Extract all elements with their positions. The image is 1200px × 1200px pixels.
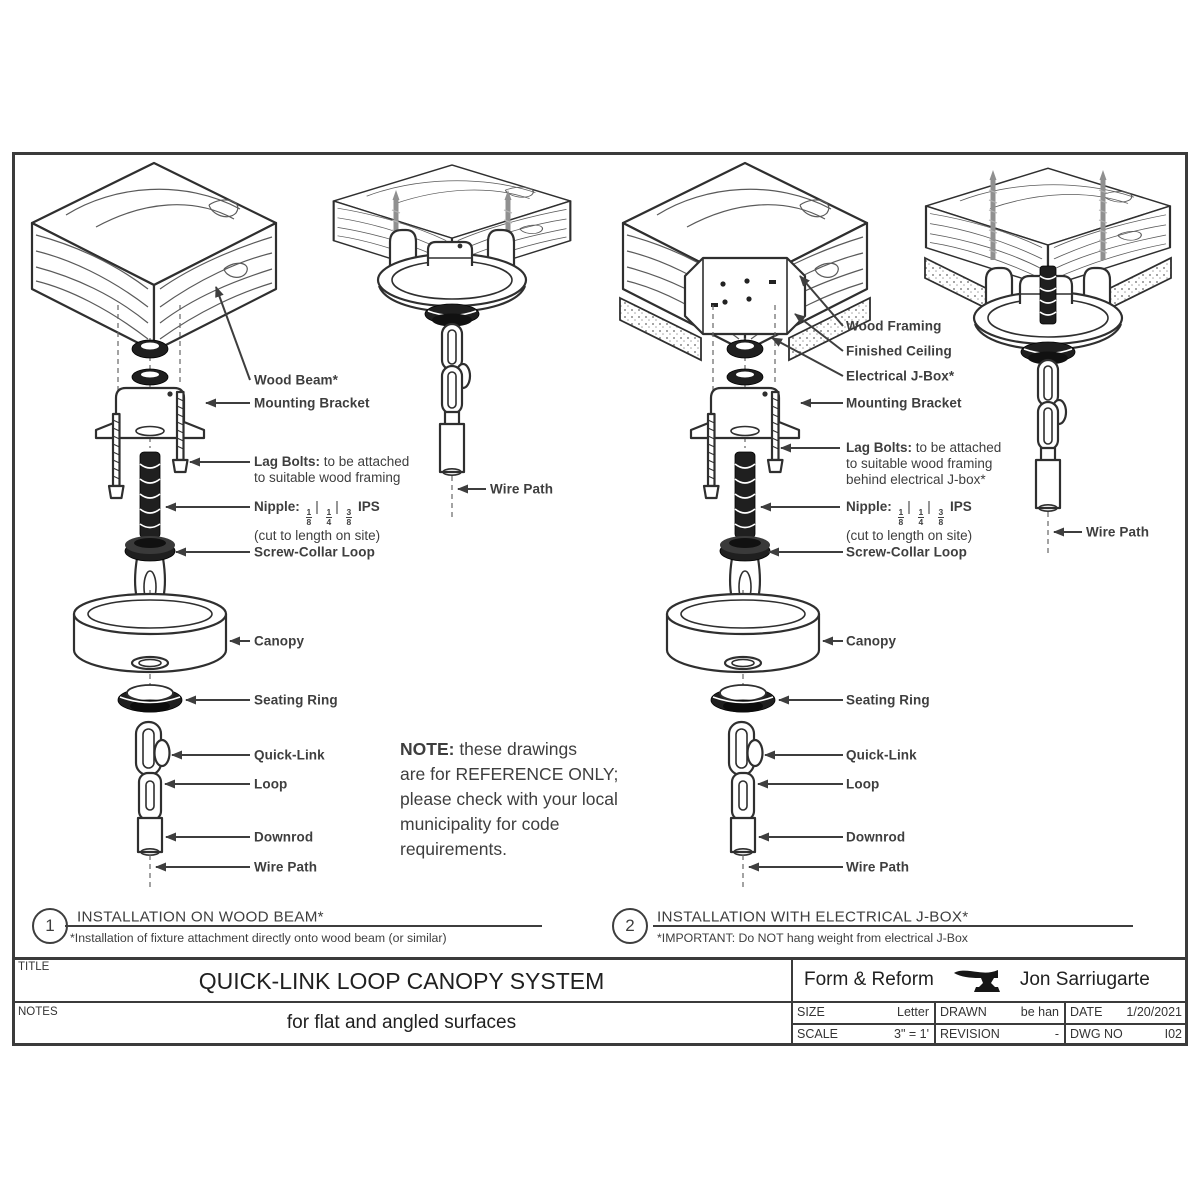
section-2-number: 2 [612, 908, 648, 944]
label-wire-path-left: Wire Path [254, 859, 318, 875]
label-nipple-left: Nipple: $\frac{1}{8}$ | $\frac{1}{4}$ | $\frac{3}{8}$ IPS (cut to length on site) [254, 499, 381, 543]
label-canopy-right: Canopy [846, 633, 897, 649]
label-canopy-left: Canopy [254, 633, 305, 649]
label-nipple-right: Nipple: $\frac{1}{8}$ | $\frac{1}{4}$ | $\frac{3}{8}$ IPS (cut to length on site) [846, 499, 973, 543]
label-screw-collar-loop-left: Screw-Collar Loop [254, 544, 375, 560]
fraction-1-8: $\frac{1}{8}$ [306, 507, 312, 528]
scale-cell [797, 1025, 929, 1043]
dwg-no-label: DWG NO [1070, 1027, 1123, 1041]
label-finished-ceiling: Finished Ceiling [846, 343, 952, 359]
label-loop-right: Loop [846, 776, 880, 792]
drawn-cell [940, 1003, 1059, 1021]
label-mounting-bracket-left: Mounting Bracket [254, 395, 370, 411]
revision-cell [940, 1025, 1059, 1043]
dwg-no-cell [1070, 1025, 1182, 1043]
scale-value: 3" = 1' [894, 1027, 929, 1041]
title-block-vertical-divider [791, 957, 793, 1043]
fraction-1-4: $\frac{1}{4}$ [326, 507, 332, 528]
size-label: SIZE [797, 1005, 825, 1019]
section-1-rule [65, 925, 542, 927]
company-name: Form & Reform [804, 969, 934, 990]
fraction-1-4: $\frac{1}{4}$ [918, 507, 924, 528]
drawing-title: QUICK-LINK LOOP CANOPY SYSTEM [198, 968, 605, 994]
label-seating-ring-right: Seating Ring [846, 692, 930, 708]
label-wire-path-assembled-right: Wire Path [1086, 524, 1150, 540]
anvil-icon [952, 966, 1002, 994]
notes-label: NOTES [18, 1006, 58, 1018]
section-1-number: 1 [32, 908, 68, 944]
section-2-footnote: *IMPORTANT: Do NOT hang weight from electrical J-Box [657, 931, 968, 945]
fraction-3-8: $\frac{3}{8}$ [938, 507, 944, 528]
label-loop-left: Loop [254, 776, 288, 792]
label-quick-link-left: Quick-Link [254, 747, 325, 763]
drawing-subtitle: for flat and angled surfaces [286, 1012, 517, 1033]
dwg-no-value: I02 [1164, 1027, 1182, 1041]
fraction-3-8: $\frac{3}{8}$ [346, 507, 352, 528]
date-label: DATE [1070, 1005, 1103, 1019]
label-seating-ring-left: Seating Ring [254, 692, 338, 708]
date-cell [1070, 1003, 1182, 1021]
date-value: 1/20/2021 [1126, 1005, 1182, 1019]
label-screw-collar-loop-right: Screw-Collar Loop [846, 544, 967, 560]
title-label: TITLE [18, 961, 50, 973]
label-lag-bolts-right: Lag Bolts: to be attached to suitable wood framing behind electrical J-box* [846, 440, 1002, 487]
label-electrical-jbox: Electrical J-Box* [846, 368, 955, 384]
drawn-value: be han [1020, 1005, 1059, 1019]
label-wire-path-right: Wire Path [846, 859, 910, 875]
title-block-col-divider-2 [1064, 1001, 1066, 1043]
drawn-label: DRAWN [940, 1005, 987, 1019]
company-row [804, 966, 1180, 994]
scale-label: SCALE [797, 1027, 838, 1041]
title-block-col-divider-1 [934, 1001, 936, 1043]
revision-value: - [1054, 1027, 1059, 1041]
section-2-heading: INSTALLATION WITH ELECTRICAL J-BOX* [657, 908, 969, 926]
label-downrod-left: Downrod [254, 829, 314, 845]
size-cell [797, 1003, 929, 1021]
author-name: Jon Sarriugarte [1019, 969, 1150, 990]
label-wood-framing: Wood Framing [846, 318, 942, 334]
section-2-rule [653, 925, 1133, 927]
label-lag-bolts-left: Lag Bolts: to be attached to suitable wood framing [254, 454, 410, 485]
reference-note: NOTE: these drawings are for REFERENCE ONLY; please check with your local municipality for code requirements. [400, 739, 619, 859]
section-1-heading: INSTALLATION ON WOOD BEAM* [77, 908, 324, 926]
label-quick-link-right: Quick-Link [846, 747, 917, 763]
section-1-footnote: *Installation of fixture attachment directly onto wood beam (or similar) [70, 931, 447, 945]
size-value: Letter [897, 1005, 929, 1019]
label-wire-path-assembled-left: Wire Path [490, 481, 554, 497]
revision-label: REVISION [940, 1027, 1000, 1041]
label-mounting-bracket-right: Mounting Bracket [846, 395, 962, 411]
title-block-top-rule [12, 957, 1188, 960]
label-wood-beam: Wood Beam* [254, 372, 339, 388]
label-downrod-right: Downrod [846, 829, 906, 845]
fraction-1-8: $\frac{1}{8}$ [898, 507, 904, 528]
